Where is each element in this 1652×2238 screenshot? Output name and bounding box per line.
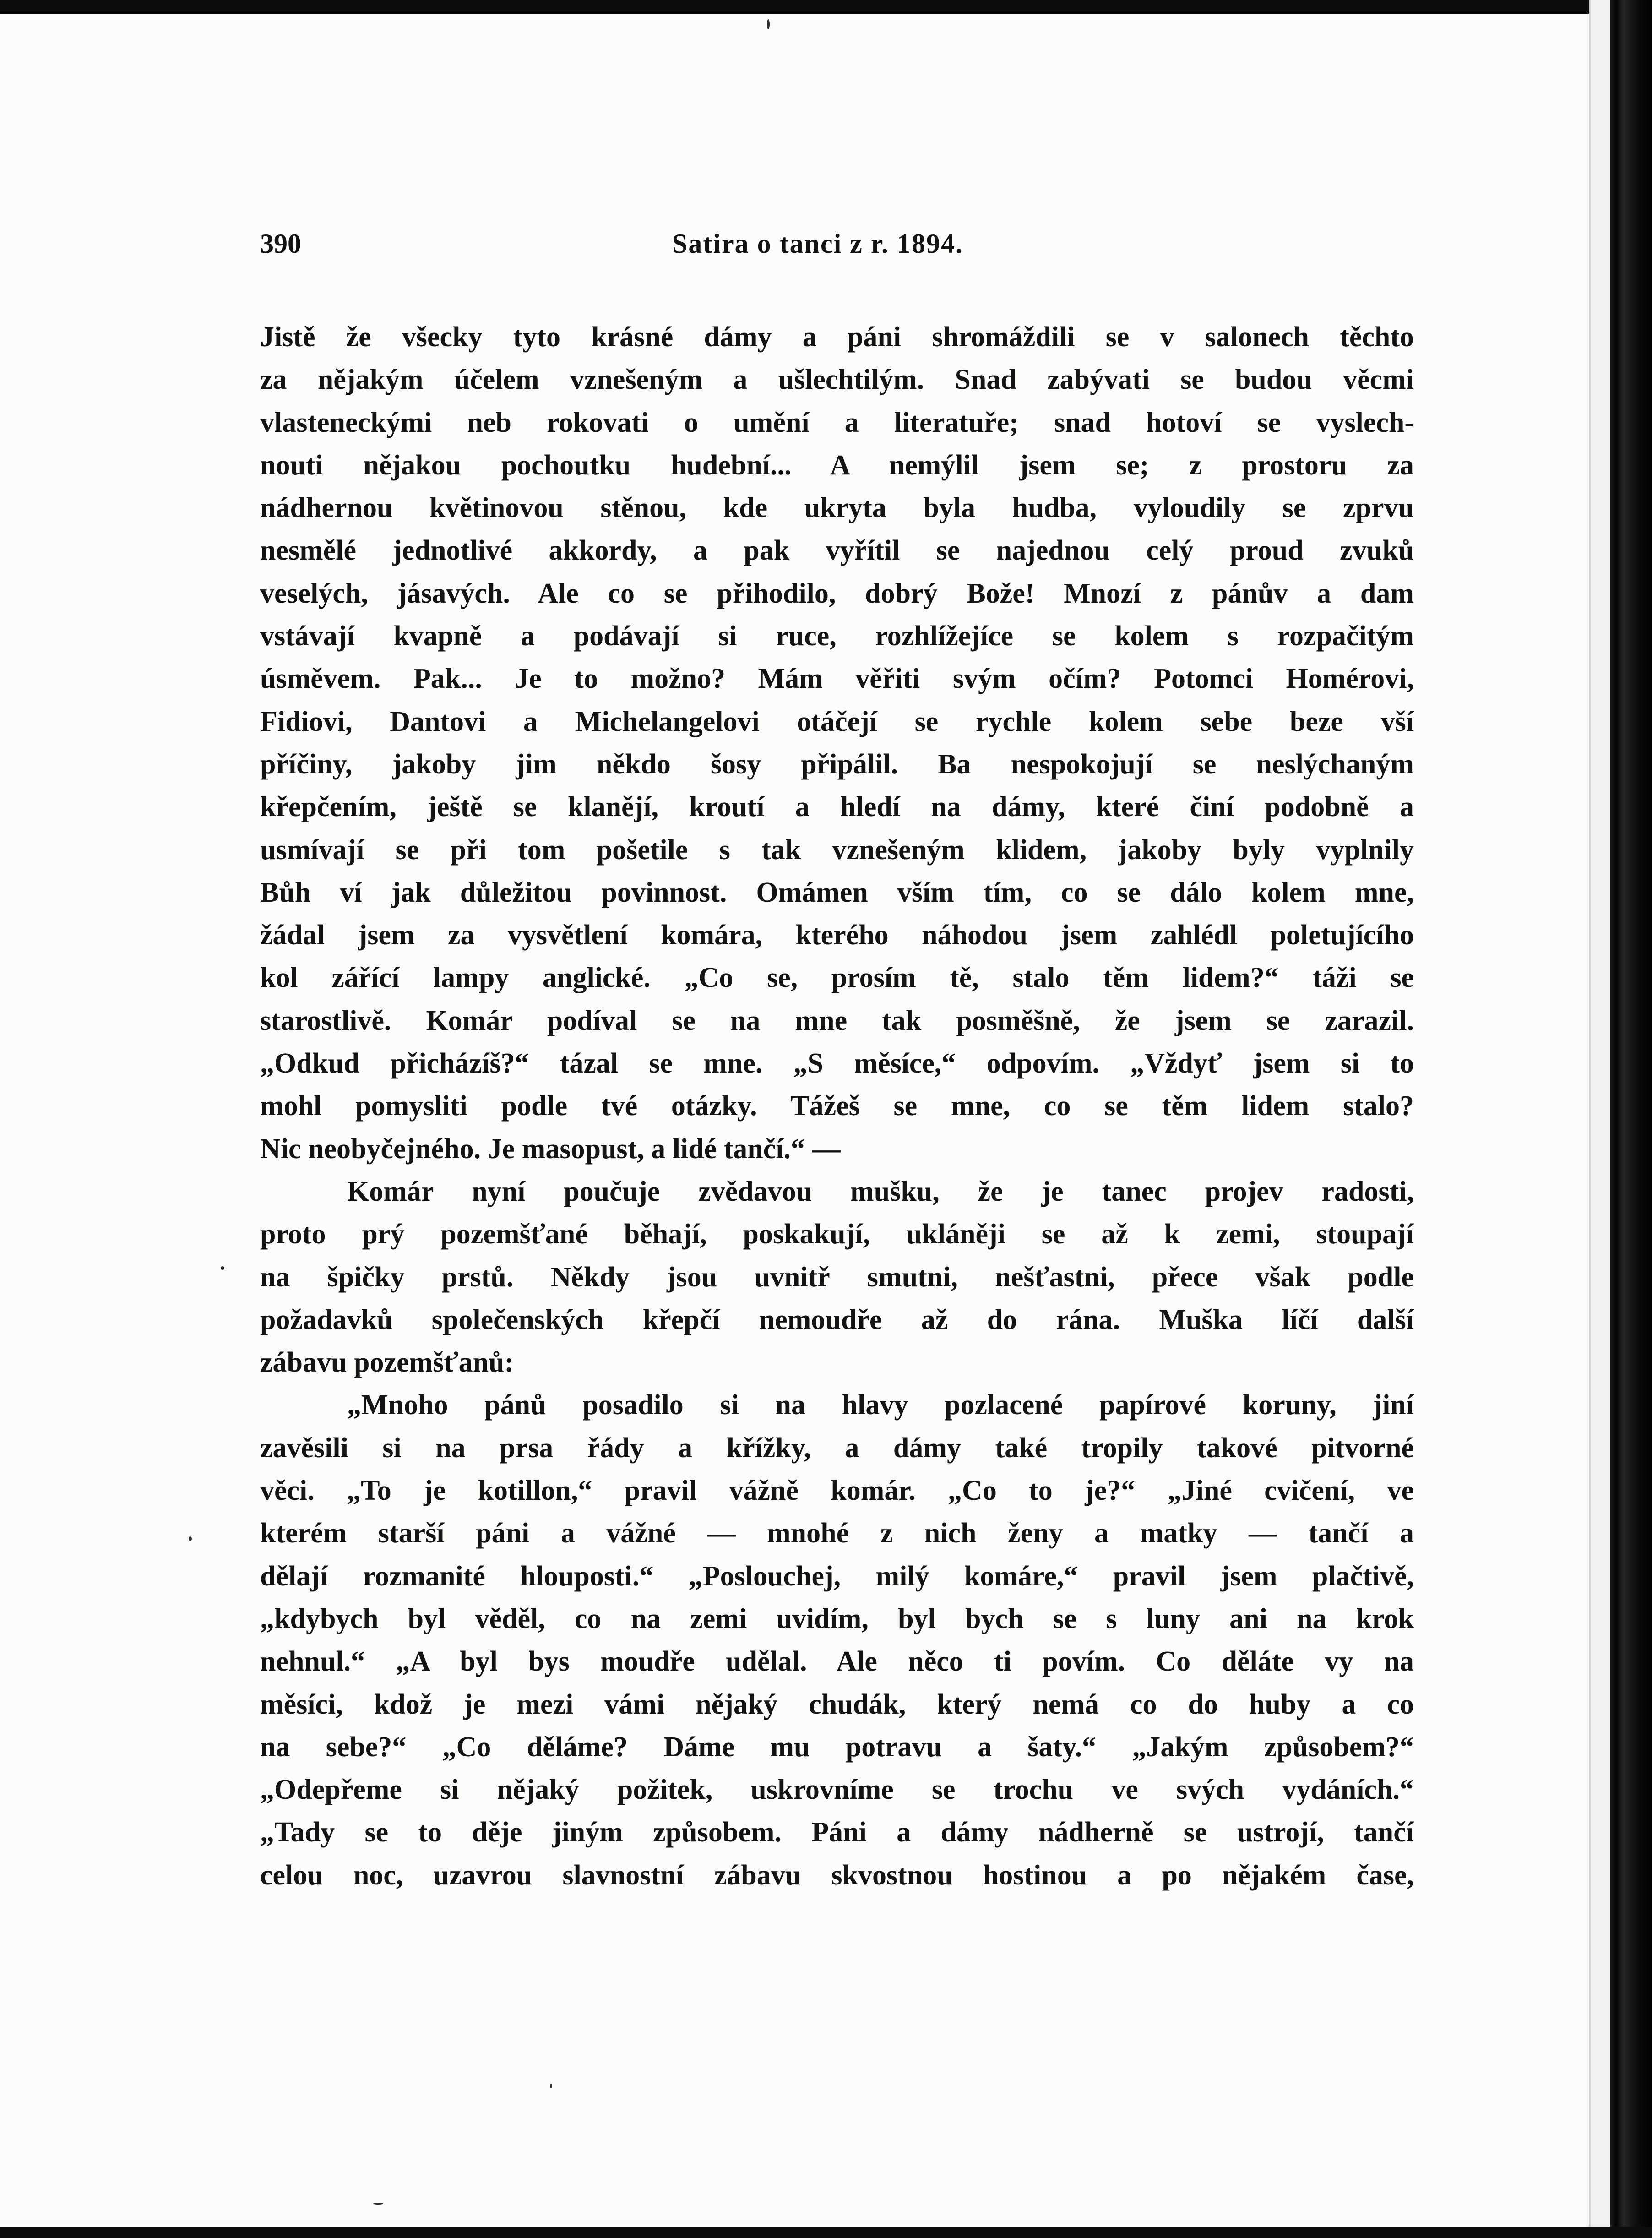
text-line: veselých, jásavých. Ale co se přihodilo, dobrý Bože! Mnozí z pánův a dam	[260, 577, 1414, 609]
scan-speck	[221, 1266, 224, 1270]
text-line: příčiny, jakoby jim někdo šosy připálil. Ba nespokojují se neslýchaným	[260, 748, 1414, 780]
text-line: „Mnoho pánů posadilo si na hlavy pozlacené papírové koruny, jiní	[347, 1389, 1414, 1421]
text-line: kterém starší páni a vážné — mnohé z nich ženy a matky — tančí a	[260, 1518, 1414, 1549]
page-header	[260, 228, 1464, 265]
text-line: celou noc, uzavrou slavnostní zábavu skvostnou hostinou a po nějakém čase,	[260, 1859, 1414, 1891]
text-line: Komár nyní poučuje zvědavou mušku, že je tanec projev radosti,	[347, 1176, 1414, 1207]
text-line: úsměvem. Pak... Je to možno? Mám věřiti svým očím? Potomci Homérovi,	[260, 663, 1414, 695]
text-line: „Odkud přicházíš?“ tázal se mne. „S měsíce,“ odpovím. „Vždyť jsem si to	[260, 1048, 1414, 1079]
text-line: žádal jsem za vysvětlení komára, kterého náhodou jsem zahlédl poletujícího	[260, 920, 1414, 951]
text-line: usmívají se při tom pošetile s tak vznešeným klidem, jakoby byly vyplnily	[260, 834, 1414, 866]
text-line: za nějakým účelem vznešeným a ušlechtilým. Snad zabývati se budou věcmi	[260, 364, 1414, 396]
running-head: Satira o tanci z r. 1894.	[672, 229, 964, 259]
text-line: Nic neobyčejného. Je masopust, a lidé tančí.“ —	[260, 1133, 841, 1165]
scan-border-top	[0, 0, 1652, 14]
scan-page-edge	[1589, 0, 1612, 2238]
page-number: 390	[260, 229, 301, 259]
scan-speck	[550, 2084, 552, 2088]
text-line: proto prý pozemšťané běhají, poskakují, ukláněji se až k zemi, stoupají	[260, 1219, 1414, 1250]
text-line: na špičky prstů. Někdy jsou uvnitř smutni, nešťastni, přece však podle	[260, 1261, 1414, 1293]
scan-border-right	[1610, 0, 1652, 2238]
text-line: nesmělé jednotlivé akkordy, a pak vyřítil se najednou celý proud zvuků	[260, 535, 1414, 566]
body-text	[260, 316, 1414, 1897]
text-line: nádhernou květinovou stěnou, kde ukryta byla hudba, vyloudily se zprvu	[260, 492, 1414, 524]
scan-speck	[189, 1536, 192, 1541]
text-line: vlasteneckými neb rokovati o umění a literatuře; snad hotoví se vyslech-	[260, 407, 1414, 438]
text-line: nehnul.“ „A byl bys moudře udělal. Ale něco ti povím. Co děláte vy na	[260, 1646, 1414, 1677]
text-line: Jistě že všecky tyto krásné dámy a páni shromáždili se v salonech těchto	[260, 321, 1414, 353]
text-line: vstávají kvapně a podávají si ruce, rozhlížejíce se kolem s rozpačitým	[260, 621, 1414, 652]
text-line: dělají rozmanité hlouposti.“ „Poslouchej, milý komáre,“ pravil jsem plačtivě,	[260, 1560, 1414, 1592]
text-line: křepčením, ještě se klanějí, kroutí a hledí na dámy, které činí podobně a	[260, 791, 1414, 823]
text-line: nouti nějakou pochoutku hudební... A nemýlil jsem se; z prostoru za	[260, 449, 1414, 481]
text-line: „kdybych byl věděl, co na zemi uvidím, byl bych se s luny ani na krok	[260, 1603, 1414, 1634]
text-line: Fidiovi, Dantovi a Michelangelovi otáčejí se rychle kolem sebe beze vší	[260, 706, 1414, 737]
paragraph	[260, 1384, 1414, 1897]
text-line: kol zářící lampy anglické. „Co se, prosím tě, stalo těm lidem?“ táži se	[260, 962, 1414, 994]
text-line: zábavu pozemšťanů:	[260, 1347, 514, 1378]
scan-speck	[767, 19, 770, 29]
paragraph	[260, 316, 1414, 1171]
scan-border-bottom	[0, 2227, 1652, 2238]
text-line: „Odepřeme si nějaký požitek, uskrovníme se trochu ve svých vydáních.“	[260, 1774, 1414, 1806]
text-line: měsíci, kdož je mezi vámi nějaký chudák, který nemá co do huby a co	[260, 1688, 1414, 1720]
scan-speck	[373, 2203, 383, 2205]
text-line: zavěsili si na prsa řády a křížky, a dámy také tropily takové pitvorné	[260, 1432, 1414, 1464]
text-line: Bůh ví jak důležitou povinnost. Omámen vším tím, co se dálo kolem mne,	[260, 877, 1414, 908]
paragraph	[260, 1171, 1414, 1384]
text-line: věci. „To je kotillon,“ pravil vážně komár. „Co to je?“ „Jiné cvičení, ve	[260, 1475, 1414, 1507]
text-line: na sebe?“ „Co děláme? Dáme mu potravu a šaty.“ „Jakým způsobem?“	[260, 1731, 1414, 1763]
text-line: požadavků společenských křepčí nemoudře až do rána. Muška líčí další	[260, 1304, 1414, 1335]
text-line: mohl pomysliti podle tvé otázky. Tážeš se mne, co se těm lidem stalo?	[260, 1090, 1414, 1122]
text-line: „Tady se to děje jiným způsobem. Páni a dámy nádherně se ustrojí, tančí	[260, 1817, 1414, 1848]
text-line: starostlivě. Komár podíval se na mne tak posměšně, že jsem se zarazil.	[260, 1005, 1414, 1036]
